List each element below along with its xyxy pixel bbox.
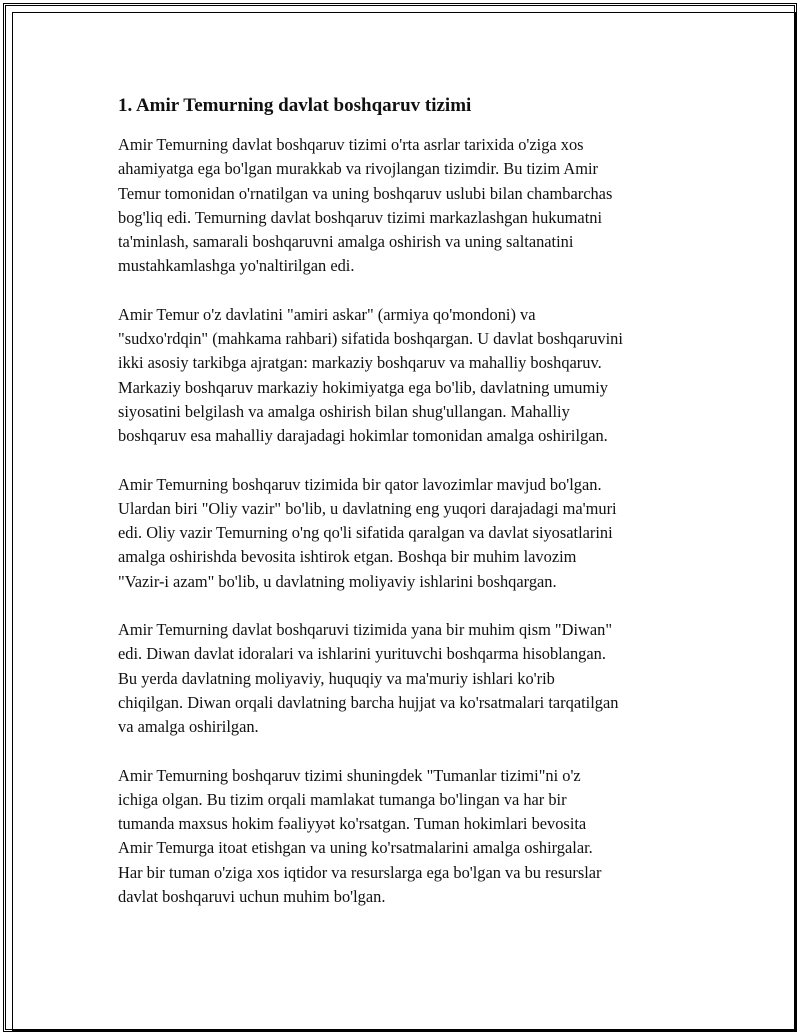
paragraph-3: Amir Temurning boshqaruv tizimida bir qator lavozimlar mavjud bo'lgan. Ulardan biri "Oliy vazir" bo'lib, u davlatning eng yuqori darajadagi ma'muri edi. Oliy vazir Temurning o'ng qo'li sifatida qaralgan va davlat siyosatlarini amalga oshirishda bevosita ishtirok etgan. Boshqa bir muhim lavozim "Vazir-i azam" bo'lib, u davlatning moliyaviy ishlarini boshqargan. bbox=[118, 474, 617, 591]
section-heading: 1. Amir Temurning davlat boshqaruv tizimi bbox=[118, 95, 472, 116]
paragraph-4: Amir Temurning davlat boshqaruvi tizimida yana bir muhim qism "Diwan" edi. Diwan davlat idoralari va ishlarini yurituvchi boshqarma hisoblangan. Bu yerda davlatning moliyaviy, huquqiy va ma'muriy ishlari ko'rib chiqilgan. Diwan orqali davlatning barcha hujjat va ko'rsatmalari tarqatilgan va amalga oshirilgan. bbox=[118, 620, 619, 737]
paragraph-2: Amir Temur o'z davlatini "amiri askar" (armiya qo'mondoni) va "sudxo'rdqin" (mahkama rahbari) sifatida boshqargan. U davlat boshqaruvini ikki asosiy tarkibga ajratgan: markaziy boshqaruv va mahalliy boshqaruv. Markaziy boshqaruv markaziy hokimiyatga ega bo'lib, davlatning umumiy siyosatini belgilash va amalga oshirish bilan shug'ullangan. Mahalliy boshqaruv esa mahalliy darajadagi hokimlar tomonidan amalga oshirilgan. bbox=[118, 304, 623, 446]
paragraph-1: Amir Temurning davlat boshqaruv tizimi o'rta asrlar tarixida o'ziga xos ahamiyatga ega bo'lgan murakkab va rivojlangan tizimdir. Bu tizim Amir Temur tomonidan o'rnatilgan va uning boshqaruv uslubi bilan chambarchas bog'liq edi. Temurning davlat boshqaruv tizimi markazlashgan hukumatni ta'minlash, samarali boshqaruvni amalga oshirish va uning saltanatini mustahkamlashga yo'naltirilgan edi. bbox=[118, 135, 613, 276]
document-body bbox=[118, 94, 693, 933]
paragraph-5: Amir Temurning boshqaruv tizimi shuningdek "Tumanlar tizimi"ni o'z ichiga olgan. Bu tizim orqali mamlakat tumanga bo'lingan va har bir tumanda maxsus hokim fəaliyyət ko'rsatgan. Tuman hokimlari bevosita Amir Temurga itoat etishgan va uning ko'rsatmalarini amalga oshirgalar. Har bir tuman o'ziga xos iqtidor va resurslarga ega bo'lgan va bu resurslar davlat boshqaruvi uchun muhim bo'lgan. bbox=[118, 765, 602, 907]
